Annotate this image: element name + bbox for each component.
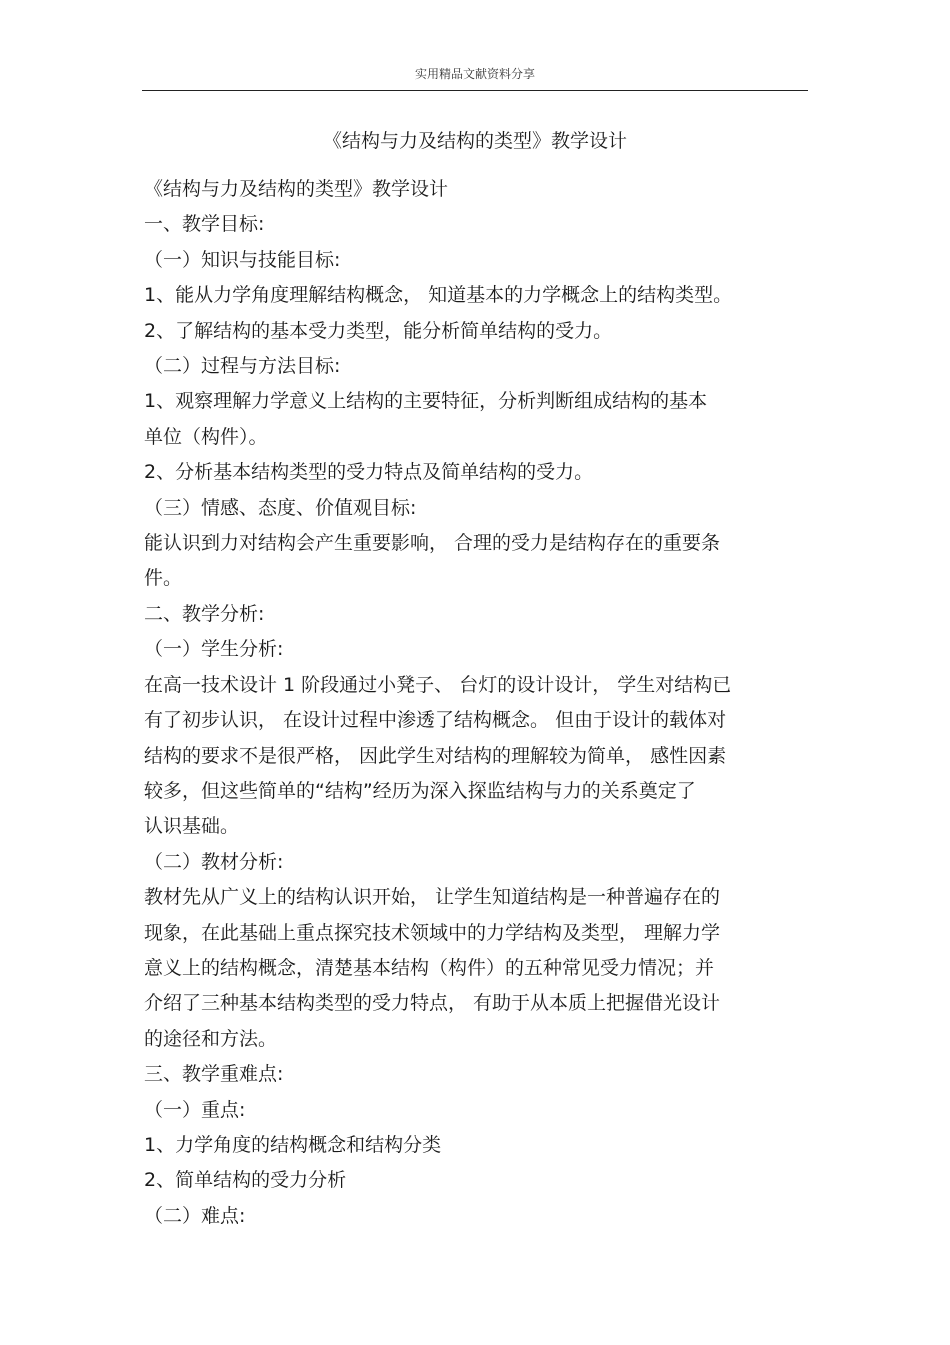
list-item-continuation: 单位（构件）。 <box>144 425 268 448</box>
paragraph-line: 的途径和方法。 <box>144 1027 278 1050</box>
list-item: 1、力学角度的结构概念和结构分类 <box>144 1133 442 1156</box>
list-item: 1、观察理解力学意义上结构的主要特征，分析判断组成结构的基本 <box>144 390 708 413</box>
paragraph-line: 较多，但这些简单的“结构”经历为深入探监结构与力的关系奠定了 <box>144 779 696 802</box>
document-body <box>144 172 804 1234</box>
subsection-heading: （三）情感、态度、价值观目标: <box>144 496 417 519</box>
subsection-heading: （一）学生分析: <box>144 638 284 661</box>
paragraph-line: 意义上的结构概念，清楚基本结构（构件）的五种常见受力情况；并 <box>144 956 715 979</box>
paragraph-line: 结构的要求不是很严格， 因此学生对结构的理解较为简单， 感性因素 <box>144 744 727 767</box>
body-line: 《结构与力及结构的类型》教学设计 <box>144 178 449 200</box>
subsection-heading: （二）过程与方法目标: <box>144 355 341 378</box>
list-item: 1、能从力学角度理解结构概念， 知道基本的力学概念上的结构类型。 <box>144 284 733 307</box>
paragraph-line: 介绍了三种基本结构类型的受力特点， 有助于从本质上把握借光设计 <box>144 992 721 1015</box>
running-header: 实用精品文献资料分享 <box>414 67 535 81</box>
paragraph-line: 有了初步认识， 在设计过程中渗透了结构概念。 但由于设计的载体对 <box>144 709 727 732</box>
list-item: 2、了解结构的基本受力类型，能分析简单结构的受力。 <box>144 319 613 342</box>
paragraph-line: 现象，在此基础上重点探究技术领域中的力学结构及类型， 理解力学 <box>144 921 721 944</box>
section-heading: 二、教学分析: <box>144 602 265 625</box>
document-title: 《结构与力及结构的类型》教学设计 <box>322 130 627 152</box>
subsection-heading: （二）教材分析: <box>144 850 284 873</box>
subsection-heading: （一）重点: <box>144 1098 246 1121</box>
subsection-heading: （一）知识与技能目标: <box>144 248 341 271</box>
list-item: 2、分析基本结构类型的受力特点及简单结构的受力。 <box>144 461 594 484</box>
paragraph-line: 件。 <box>144 567 183 590</box>
header-divider <box>142 90 808 91</box>
paragraph-line: 认识基础。 <box>144 815 240 838</box>
section-heading: 一、教学目标: <box>144 213 265 236</box>
subsection-heading: （二）难点: <box>144 1204 246 1227</box>
paragraph-line: 能认识到力对结构会产生重要影响， 合理的受力是结构存在的重要条 <box>144 532 721 555</box>
paragraph-line: 在高一技术设计 1 阶段通过小凳子、 台灯的设计设计， 学生对结构已 <box>144 673 732 696</box>
section-heading: 三、教学重难点: <box>144 1063 284 1086</box>
paragraph-line: 教材先从广义上的结构认识开始， 让学生知道结构是一种普遍存在的 <box>144 886 721 909</box>
list-item: 2、简单结构的受力分析 <box>144 1169 347 1192</box>
